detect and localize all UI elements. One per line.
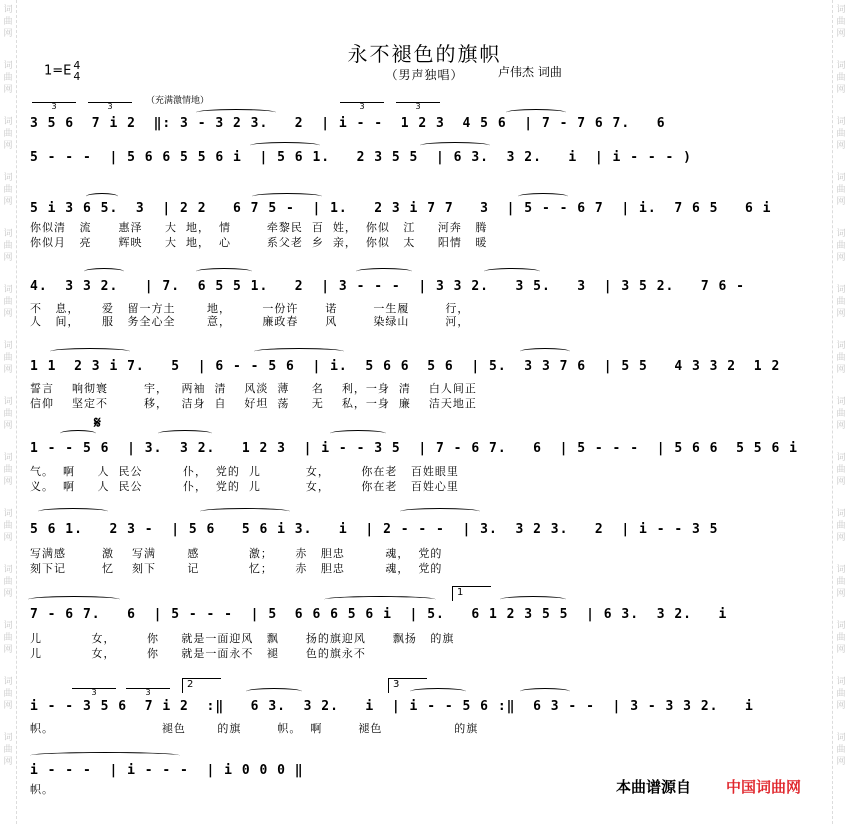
watermark-text: 词 曲 网 (836, 565, 846, 599)
lyric-line: 信仰 坚定不 移， 洁身 自 好坦 荡 无 私，一身 廉 洁天地正 (30, 397, 477, 410)
watermark-text: 词 曲 网 (836, 509, 846, 543)
slur-mark (254, 348, 344, 355)
lyric-line: 你似清 流 惠泽 大 地， 情 牵黎民 百 姓， 你似 江 河奔 腾 (30, 221, 488, 234)
slur-mark (50, 348, 130, 355)
watermark-text: 词 曲 网 (836, 61, 846, 95)
time-bottom: 4 (73, 70, 81, 83)
watermark-text: 词 曲 网 (836, 733, 846, 767)
watermark-text: 词 曲 网 (3, 453, 13, 487)
left-watermark-strip (0, 0, 17, 824)
triplet-bracket: 3 (126, 688, 170, 697)
watermark-text: 词 曲 网 (3, 5, 13, 39)
volta-bracket (452, 586, 491, 601)
lyric-line: 你似月 亮 辉映 大 地， 心 系父老 乡 亲， 你似 太 阳情 暖 (30, 236, 488, 249)
watermark-text: 词 曲 网 (836, 397, 846, 431)
notation-line: 7 - 6 7. 6 | 5 - - - | 5 6 6 6 5 6 i | 5. 6 1 2 3 5 5 | 6 3. 3 2. i (30, 607, 728, 622)
slur-mark (200, 508, 290, 515)
slur-mark (330, 430, 386, 437)
time-top: 4 (73, 59, 81, 72)
key-signature (44, 60, 80, 82)
slur-mark (252, 193, 322, 200)
notation-line: 1 1 2 3 i 7. 5 | 6 - - 5 6 | i. 5 6 6 5 6 | 5. 3 3 7 6 | 5 5 4 3 3 2 1 2 (30, 359, 781, 374)
watermark-text: 词 曲 网 (3, 173, 13, 207)
slur-mark (520, 348, 570, 355)
slur-mark (484, 268, 540, 275)
volta-number: 2 (187, 679, 194, 690)
time-signature (73, 60, 80, 82)
watermark-text: 词 曲 网 (836, 117, 846, 151)
slur-mark (520, 688, 570, 695)
watermark-text: 词 曲 网 (3, 397, 13, 431)
watermark-text: 词 曲 网 (836, 229, 846, 263)
lyric-line: 儿 女， 你 就是一面永不 褪 色的旗永不 (30, 647, 366, 660)
watermark-text: 词 曲 网 (3, 61, 13, 95)
volta-number: 1 (457, 587, 464, 598)
key-label: 1=E (44, 63, 72, 79)
segno-sign: 𝄋 (94, 413, 101, 432)
slur-mark (28, 596, 120, 603)
lyric-line: 刻下记 忆 刻下 记 忆； 赤 胆忠 魂， 党的 (30, 562, 443, 575)
triplet-bracket: 3 (72, 688, 116, 697)
notation-line: 5 i 3 6 5. 3 | 2 2 6 7 5 - | 1. 2 3 i 7 7 3 | 5 - - 6 7 | i. 7 6 5 6 i (30, 201, 772, 216)
slur-mark (500, 596, 566, 603)
notation-line: 1 - - 5 6 | 3. 3 2. 1 2 3 | i - - 3 5 | 7 - 6 7. 6 | 5 - - - | 5 6 6 5 5 6 i (30, 441, 798, 456)
triplet-bracket: 3 (396, 102, 440, 111)
watermark-text: 词 曲 网 (836, 285, 846, 319)
tempo-marking: （充满激情地） (146, 96, 210, 106)
slur-mark (250, 142, 320, 149)
source-label: 本曲谱源自 (616, 778, 692, 796)
volta-bracket (182, 678, 221, 693)
site-link[interactable]: 中国词曲网 (726, 778, 802, 796)
watermark-text: 词 曲 网 (3, 509, 13, 543)
triplet-bracket: 3 (88, 102, 132, 111)
notation-line: i - - 3 5 6 7 i 2 :‖ 6 3. 3 2. i | i - - 5 6 :‖ 6 3 - - | 3 - 3 3 2. i (30, 699, 754, 714)
lyric-line: 帜。 (30, 783, 54, 796)
slur-mark (158, 430, 212, 437)
slur-mark (84, 268, 124, 275)
right-watermark-strip (832, 0, 849, 824)
watermark-text: 词 曲 网 (3, 733, 13, 767)
notation-line: 5 - - - | 5 6 6 5 5 6 i | 5 6 1. 2 3 5 5 | 6 3. 3 2. i | i - - - ) (30, 150, 692, 165)
song-subtitle: （男声独唱） (385, 68, 464, 82)
lyric-line: 誓言 响彻寰 宇， 两袖 清 风淡 薄 名 利，一身 清 白人间正 (30, 382, 477, 395)
slur-mark (400, 508, 480, 515)
lyric-line: 帜。 褪色 的旗 帜。 啊 褪色 的旗 (30, 722, 479, 735)
slur-mark (246, 688, 302, 695)
triplet-bracket: 3 (340, 102, 384, 111)
watermark-text: 词 曲 网 (3, 341, 13, 375)
lyric-line: 气。 啊 人 民公 仆， 党的 儿 女， 你在老 百姓眼里 (30, 465, 459, 478)
watermark-text: 词 曲 网 (3, 621, 13, 655)
volta-number: 3 (393, 679, 400, 690)
lyric-line: 义。 啊 人 民公 仆， 党的 儿 女， 你在老 百姓心里 (30, 480, 459, 493)
watermark-text: 词 曲 网 (3, 117, 13, 151)
watermark-text: 词 曲 网 (3, 677, 13, 711)
slur-mark (60, 430, 96, 437)
slur-mark (324, 596, 436, 603)
watermark-text: 词 曲 网 (836, 173, 846, 207)
lyric-line: 不 息， 爱 留一方土 地， 一份许 诺 一生履 行， (30, 302, 470, 315)
notation-line: i - - - | i - - - | i 0 0 0 ‖ (30, 763, 304, 778)
notation-line: 5 6 1. 2 3 - | 5 6 5 6 i 3. i | 2 - - - | 3. 3 2 3. 2 | i - - 3 5 (30, 522, 719, 537)
notation-line: 3 5 6 7 i 2 ‖: 3 - 3 2 3. 2 | i - - 1 2 3 4 5 6 | 7 - 7 6 7. 6 (30, 116, 666, 131)
watermark-text: 词 曲 网 (836, 341, 846, 375)
slur-mark (86, 193, 118, 200)
watermark-text: 词 曲 网 (836, 5, 846, 39)
watermark-text: 词 曲 网 (3, 229, 13, 263)
credits: 卢伟杰 词曲 (498, 65, 562, 79)
volta-bracket (388, 678, 427, 693)
lyric-line: 写满感 激 写满 感 激； 赤 胆忠 魂， 党的 (30, 547, 443, 560)
lyric-line: 人 间， 服 务全心全 意， 廉政春 风 染绿山 河， (30, 315, 470, 328)
watermark-text: 词 曲 网 (3, 285, 13, 319)
watermark-text: 词 曲 网 (836, 453, 846, 487)
slur-mark (356, 268, 412, 275)
triplet-bracket: 3 (32, 102, 76, 111)
slur-mark (38, 508, 108, 515)
watermark-text: 词 曲 网 (3, 565, 13, 599)
slur-mark (420, 142, 490, 149)
lyric-line: 儿 女， 你 就是一面迎风 飘 扬的旗迎风 飘扬 的旗 (30, 632, 455, 645)
slur-mark (518, 193, 568, 200)
slur-mark (30, 752, 180, 759)
notation-line: 4. 3 3 2. | 7. 6 5 5 1. 2 | 3 - - - | 3 3 2. 3 5. 3 | 3 5 2. 7 6 - (30, 279, 745, 294)
slur-mark (196, 268, 252, 275)
song-title: 永不褪色的旗帜 (347, 42, 502, 66)
watermark-text: 词 曲 网 (836, 677, 846, 711)
watermark-text: 词 曲 网 (836, 621, 846, 655)
